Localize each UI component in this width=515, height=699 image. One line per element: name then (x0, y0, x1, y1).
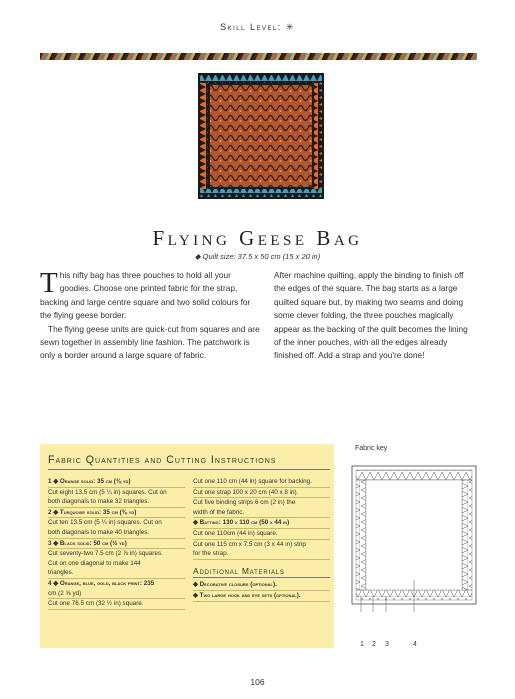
fabric-key-number: 4 (413, 641, 417, 648)
cutting-line: both diagonals to make 40 triangles. (48, 528, 185, 539)
cutting-line: 2 ◆ Turquoise solid: 35 cm (⅜ yd) (48, 508, 185, 519)
cutting-line: Cut one 115 cm x 7.5 cm (3 x 44 in) strip (193, 540, 306, 548)
intro-paragraph-2: The flying geese units are quick-cut from squares and are sewn together in assembly line fashion. The patchwork is only a border around a large square of fabric. (40, 323, 260, 361)
additional-material-item: ◆ Decorative closure (optional). (193, 580, 330, 591)
fabric-key-label: Fabric key (355, 445, 388, 452)
cutting-line: for the strap. (193, 549, 330, 560)
intro-paragraph-3: After machine quilting, apply the binding to finish off the edges of the square. The bag starts as a large quilted square but, by making two seams and doing some clever folding, the three pouches magically appear as the backing of the quilt becomes the lining of the inner pouches, with all the edges already finished off. Add a strap and you're done! (274, 270, 468, 361)
additional-materials-rule (193, 577, 330, 578)
cutting-left-column (48, 477, 185, 610)
skill-level (0, 22, 515, 33)
cutting-line: width of the fabric. (193, 508, 330, 519)
additional-materials-title: Additional Materials (193, 565, 285, 576)
intro-left-column (40, 269, 260, 363)
skill-level-label: Skill Level: (220, 22, 282, 32)
cutting-line: cm (2 ⅝ yd) (48, 589, 185, 600)
cutting-line: Cut on one diagonal to make 144 (48, 559, 141, 567)
quilt-size (0, 252, 515, 261)
quilt-size-text: Quilt size: 37.5 x 50 cm (15 x 20 in) (202, 252, 321, 261)
intro-paragraph-1: This nifty bag has three pouches to hold all your goodies. Choose one printed fabric for the strap, backing and large centre square and two solid colours for the flying geese border. (40, 267, 251, 321)
cutting-line: 4 ◆ Orange, blue, gold, black print: 235 (48, 579, 155, 587)
fabric-key-number: 1 (360, 641, 364, 648)
fabric-key-numbers (356, 641, 446, 651)
cutting-line: Cut five binding strips 6 cm (2 in) the (193, 499, 296, 507)
cutting-line: 1 ◆ Orange solid: 35 cm (⅜ yd) (48, 477, 185, 488)
cutting-line: Cut seventy-two 7.5 cm (2 ⅞ in) squares. (48, 550, 163, 558)
cutting-line: Cut one strap 100 x 20 cm (40 x 8 in). (193, 488, 330, 499)
fabric-key-diagram (342, 462, 482, 612)
cutting-title: Fabric Quantities and Cutting Instructions (48, 454, 277, 466)
cutting-title-rule (48, 469, 330, 470)
intro-right-column (274, 269, 476, 363)
cutting-line: both diagonals to make 32 triangles. (48, 497, 185, 508)
additional-material-item: ◆ Two large hook and eye sets (optional). (193, 591, 330, 602)
fabric-key-number: 2 (372, 641, 376, 648)
quilt-photo (198, 73, 324, 199)
decorative-fabric-band (40, 53, 477, 60)
drop-cap: T (40, 267, 58, 299)
cutting-line: Cut ten 13.5 cm (5 ¼ in) squares. Cut on (48, 519, 162, 527)
page-number: 106 (250, 677, 265, 687)
fabric-key-number: 3 (385, 641, 389, 648)
cutting-line: 3 ◆ Black solid: 50 cm (½ yd) (48, 539, 185, 550)
skill-star-icon: ✳ (285, 22, 295, 32)
cutting-line: Cut one 110 cm (44 in) square for backing. (193, 477, 330, 488)
page-title: Flying Geese Bag (152, 226, 363, 250)
cutting-line: Cut eight 13.5 cm (5 ¼ in) squares. Cut on (48, 488, 167, 496)
cutting-line: triangles. (48, 568, 185, 579)
cutting-right-column (193, 477, 330, 602)
diamond-bullet-icon: ◆ (194, 252, 201, 261)
cutting-line: Cut one 110cm (44 in) square. (193, 529, 330, 540)
cutting-line: Cut one 76.5 cm (32 ½ in) square. (48, 599, 185, 610)
cutting-line: ◆ Batting: 130 x 110 cm (50 x 44 in) (193, 518, 330, 529)
